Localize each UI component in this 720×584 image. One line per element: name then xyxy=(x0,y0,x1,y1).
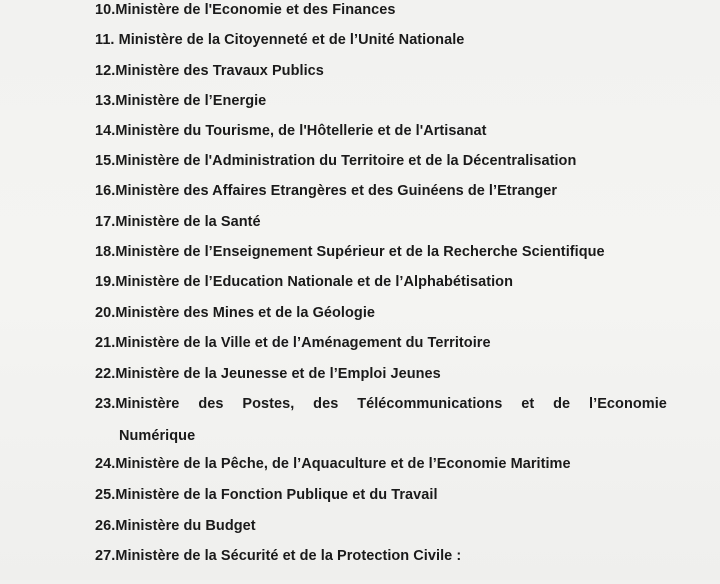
item-number: 10. xyxy=(95,2,116,18)
item-label: Ministère de l’Education Nationale et de l’Alphabétisation xyxy=(115,274,513,290)
item-label: Ministère de la Pêche, de l’Aquaculture et de l’Economie Maritime xyxy=(115,456,571,472)
item-word: des xyxy=(198,396,224,412)
item-word: Télécommunications xyxy=(357,396,503,412)
item-number: 27. xyxy=(95,548,116,564)
item-number: 12. xyxy=(95,63,116,79)
item-label: Ministère de l’Enseignement Supérieur et de la Recherche Scientifique xyxy=(115,244,605,260)
list-item xyxy=(95,1,396,19)
item-label: Ministère des Affaires Etrangères et des Guinéens de l’Etranger xyxy=(115,183,558,199)
list-item xyxy=(95,62,324,80)
list-item xyxy=(95,304,375,322)
item-number: 18. xyxy=(95,244,116,260)
item-continuation: Numérique xyxy=(119,428,196,444)
item-word: des xyxy=(313,396,339,412)
item-number: 17. xyxy=(95,214,116,230)
list-item xyxy=(95,517,256,535)
list-item xyxy=(95,273,513,291)
item-number: 25. xyxy=(95,487,116,503)
item-number: 22. xyxy=(95,366,116,382)
item-label: Ministère de l'Economie et des Finances xyxy=(115,2,396,18)
list-item xyxy=(95,455,571,473)
cut-off-next-line xyxy=(95,574,315,584)
item-word: Ministère xyxy=(115,396,180,412)
item-label: Ministère de la Santé xyxy=(115,214,261,230)
item-label: Ministère de la Citoyenneté et de l’Unité Nationale xyxy=(118,32,465,48)
item-label: Ministère de la Jeunesse et de l’Emploi Jeunes xyxy=(115,366,441,382)
list-item xyxy=(95,31,464,49)
list-item xyxy=(95,182,557,200)
item-number: 15. xyxy=(95,153,116,169)
item-number: 20. xyxy=(95,305,116,321)
item-number: 21. xyxy=(95,335,116,351)
item-number: 16. xyxy=(95,183,116,199)
item-label: Ministère de la Ville et de l’Aménagement du Territoire xyxy=(115,335,491,351)
item-label: Ministère des Travaux Publics xyxy=(115,63,324,79)
list-item xyxy=(95,243,605,261)
list-item xyxy=(95,122,487,140)
list-item xyxy=(95,395,667,444)
item-first-line xyxy=(95,395,667,413)
item-label: Ministère de la Sécurité et de la Protection Civile : xyxy=(115,548,462,564)
item-word: et xyxy=(521,396,535,412)
list-item xyxy=(95,365,441,383)
list-item xyxy=(95,547,461,565)
item-number: 19. xyxy=(95,274,116,290)
item-word: l’Economie xyxy=(589,396,667,412)
item-number: 14. xyxy=(95,123,116,139)
item-label: Ministère de la Fonction Publique et du Travail xyxy=(115,487,438,503)
item-number: 26. xyxy=(95,518,116,534)
item-number: 13. xyxy=(95,93,116,109)
item-label: Ministère du Budget xyxy=(115,518,256,534)
item-label: Ministère de l’Energie xyxy=(115,93,267,109)
list-item xyxy=(95,334,491,352)
item-label: Ministère des Mines et de la Géologie xyxy=(115,305,376,321)
item-number: 24. xyxy=(95,456,116,472)
item-number-and-word xyxy=(95,395,179,413)
item-number: 23. xyxy=(95,396,116,412)
list-item xyxy=(95,213,261,231)
item-label: Ministère de l'Administration du Territoire et de la Décentralisation xyxy=(115,153,577,169)
list-item xyxy=(95,92,266,110)
item-number: 11. xyxy=(95,32,119,48)
item-word: Postes, xyxy=(242,396,295,412)
item-word: de xyxy=(553,396,571,412)
list-item xyxy=(95,486,438,504)
list-item xyxy=(95,152,576,170)
item-label: Ministère du Tourisme, de l'Hôtellerie et de l'Artisanat xyxy=(115,123,487,139)
